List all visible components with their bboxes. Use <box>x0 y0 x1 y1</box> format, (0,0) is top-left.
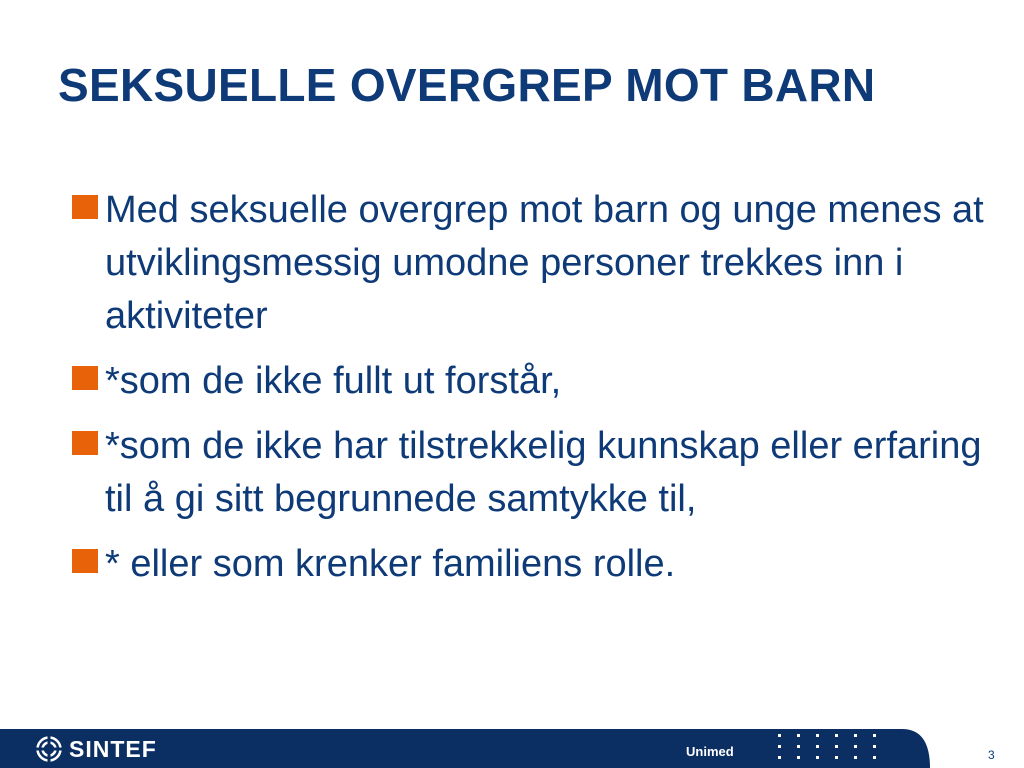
grid-dot <box>797 756 800 759</box>
grid-dot <box>854 745 857 748</box>
grid-dot <box>835 734 838 737</box>
grid-dot <box>816 734 819 737</box>
grid-dot <box>873 734 876 737</box>
bullet-square-icon <box>72 195 98 219</box>
slide-title: SEKSUELLE OVERGREP MOT BARN <box>58 59 876 111</box>
grid-dot <box>835 756 838 759</box>
grid-dot <box>854 734 857 737</box>
bullet-text: * eller som krenker familiens rolle. <box>105 543 676 585</box>
bullet-item <box>72 355 1007 408</box>
grid-dot <box>797 745 800 748</box>
bullet-list <box>72 184 1007 603</box>
bullet-text: *som de ikke fullt ut forstår, <box>105 360 562 402</box>
sintef-ring-logo-icon <box>36 736 62 762</box>
bullet-square-icon <box>72 431 98 455</box>
grid-dot <box>778 756 781 759</box>
logo-text: SINTEF <box>69 736 157 762</box>
bullet-item <box>72 184 1007 343</box>
grid-dot <box>835 745 838 748</box>
sintef-logo <box>36 736 157 762</box>
bullet-item <box>72 420 1007 526</box>
bullet-text: Med seksuelle overgrep mot barn og unge menes at utviklingsmessig umodne personer trekkes inn i aktiviteter <box>105 189 984 337</box>
footer-label: Unimed <box>686 744 734 759</box>
page-number: 3 <box>988 748 995 762</box>
dot-grid-decoration <box>778 734 878 764</box>
bullet-item <box>72 538 1007 591</box>
bullet-square-icon <box>72 549 98 573</box>
grid-dot <box>816 745 819 748</box>
grid-dot <box>873 756 876 759</box>
grid-dot <box>778 745 781 748</box>
grid-dot <box>816 756 819 759</box>
grid-dot <box>778 734 781 737</box>
footer-bar <box>0 729 1024 768</box>
grid-dot <box>854 756 857 759</box>
grid-dot <box>873 745 876 748</box>
grid-dot <box>797 734 800 737</box>
bullet-text: *som de ikke har tilstrekkelig kunnskap eller erfaring til å gi sitt begrunnede samtykke til, <box>105 425 982 520</box>
bullet-square-icon <box>72 366 98 390</box>
